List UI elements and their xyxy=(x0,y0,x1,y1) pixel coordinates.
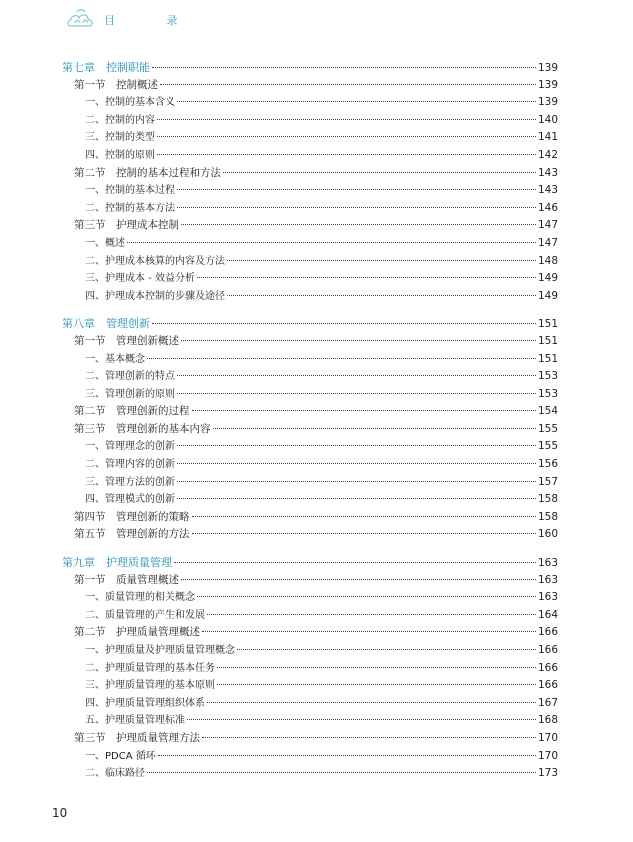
chapter-block xyxy=(62,59,558,305)
item-entry-page: 173 xyxy=(537,767,558,780)
item-entry-label: 二、临床路径 xyxy=(85,768,145,780)
page-number: 10 xyxy=(52,806,68,820)
section-entry[interactable] xyxy=(62,217,558,235)
item-entry-label: 一、管理理念的创新 xyxy=(85,441,175,453)
dot-leader xyxy=(177,207,536,208)
item-entry-page: 148 xyxy=(537,254,558,267)
item-entry-page: 146 xyxy=(537,201,558,214)
dot-leader xyxy=(177,445,536,446)
item-entry-label: 一、基本概念 xyxy=(85,353,145,365)
section-entry[interactable] xyxy=(62,333,558,351)
section-entry-label: 第一节 控制概述 xyxy=(74,78,158,91)
item-entry[interactable] xyxy=(62,94,558,112)
dot-leader xyxy=(177,463,536,464)
dot-leader xyxy=(127,242,536,243)
item-entry[interactable] xyxy=(62,677,558,695)
item-entry-label: 四、护理成本控制的步骤及途径 xyxy=(85,290,225,302)
item-entry[interactable] xyxy=(62,200,558,218)
item-entry-page: 141 xyxy=(537,131,558,144)
section-entry[interactable] xyxy=(62,509,558,527)
item-entry[interactable] xyxy=(62,589,558,607)
section-entry-label: 第二节 管理创新的过程 xyxy=(74,405,190,418)
section-entry[interactable] xyxy=(62,526,558,544)
item-entry[interactable] xyxy=(62,695,558,713)
section-entry-label: 第一节 质量管理概述 xyxy=(74,573,179,586)
dot-leader xyxy=(177,481,536,482)
chapter-entry[interactable] xyxy=(62,59,558,77)
chapter-entry-page: 139 xyxy=(537,62,558,74)
item-entry-label: 二、护理质量管理的基本任务 xyxy=(85,662,215,674)
item-entry[interactable] xyxy=(62,235,558,253)
dot-leader xyxy=(197,277,536,278)
dot-leader xyxy=(181,224,536,225)
item-entry[interactable] xyxy=(62,712,558,730)
item-entry-label: 四、控制的原则 xyxy=(85,149,155,161)
item-entry[interactable] xyxy=(62,607,558,625)
dot-leader xyxy=(177,101,536,102)
item-entry-label: 二、控制的基本方法 xyxy=(85,202,175,214)
item-entry-page: 139 xyxy=(537,96,558,109)
item-entry-label: 一、PDCA 循环 xyxy=(85,750,156,762)
section-entry-label: 第二节 控制的基本过程和方法 xyxy=(74,166,221,179)
item-entry-label: 二、护理成本核算的内容及方法 xyxy=(85,255,225,267)
section-entry[interactable] xyxy=(62,572,558,590)
item-entry-page: 157 xyxy=(537,475,558,488)
item-entry-page: 170 xyxy=(537,749,558,762)
dot-leader xyxy=(187,719,536,720)
dot-leader xyxy=(192,410,536,411)
item-entry[interactable] xyxy=(62,765,558,783)
section-entry[interactable] xyxy=(62,403,558,421)
chapter-entry-page: 163 xyxy=(537,557,558,570)
item-entry-page: 167 xyxy=(537,696,558,709)
item-entry-page: 153 xyxy=(537,387,558,400)
chapter-entry-label: 第九章 护理质量管理 xyxy=(62,556,172,570)
item-entry-label: 四、管理模式的创新 xyxy=(85,494,175,506)
item-entry[interactable] xyxy=(62,456,558,474)
item-entry[interactable] xyxy=(62,491,558,509)
dot-leader xyxy=(192,533,536,534)
item-entry-page: 155 xyxy=(537,440,558,453)
item-entry-page: 151 xyxy=(537,352,558,365)
item-entry-label: 二、质量管理的产生和发展 xyxy=(85,609,205,621)
item-entry-page: 164 xyxy=(537,608,558,621)
section-entry[interactable] xyxy=(62,421,558,439)
section-entry-label: 第三节 护理成本控制 xyxy=(74,219,179,232)
dot-leader xyxy=(174,562,536,563)
page-title: 目 录 xyxy=(104,14,202,27)
item-entry-label: 三、护理成本 - 效益分析 xyxy=(85,273,195,285)
table-of-contents xyxy=(62,59,558,793)
chapter-entry-label: 第七章 控制职能 xyxy=(62,61,150,74)
section-entry[interactable] xyxy=(62,730,558,748)
item-entry-label: 三、护理质量管理的基本原则 xyxy=(85,680,215,692)
item-entry[interactable] xyxy=(62,129,558,147)
item-entry[interactable] xyxy=(62,182,558,200)
dot-leader xyxy=(181,340,536,341)
dot-leader xyxy=(158,755,536,756)
item-entry-label: 二、管理创新的特点 xyxy=(85,371,175,383)
section-entry[interactable] xyxy=(62,624,558,642)
dot-leader xyxy=(177,375,536,376)
item-entry[interactable] xyxy=(62,438,558,456)
section-entry-page: 155 xyxy=(537,422,558,435)
section-entry-label: 第三节 管理创新的基本内容 xyxy=(74,422,211,435)
dot-leader xyxy=(152,67,536,68)
item-entry-label: 三、管理方法的创新 xyxy=(85,476,175,488)
dot-leader xyxy=(217,684,536,685)
section-entry-label: 第四节 管理创新的策略 xyxy=(74,510,190,523)
item-entry-label: 五、护理质量管理标准 xyxy=(85,715,185,727)
section-entry-page: 160 xyxy=(537,528,558,541)
item-entry-page: 166 xyxy=(537,644,558,656)
item-entry[interactable] xyxy=(62,474,558,492)
section-entry[interactable] xyxy=(62,165,558,183)
dot-leader xyxy=(177,393,536,394)
item-entry[interactable] xyxy=(62,147,558,165)
section-entry-page: 151 xyxy=(537,334,558,347)
item-entry-page: 163 xyxy=(537,591,558,604)
item-entry[interactable] xyxy=(62,642,558,660)
dot-leader xyxy=(227,260,536,261)
dot-leader xyxy=(207,614,536,615)
item-entry-label: 二、控制的内容 xyxy=(85,114,155,126)
section-entry[interactable] xyxy=(62,77,558,95)
item-entry[interactable] xyxy=(62,386,558,404)
item-entry-label: 一、质量管理的相关概念 xyxy=(85,592,195,604)
dot-leader xyxy=(197,596,536,597)
item-entry-page: 147 xyxy=(537,236,558,249)
item-entry[interactable] xyxy=(62,748,558,766)
item-entry[interactable] xyxy=(62,112,558,130)
chapter-entry-label: 第八章 管理创新 xyxy=(62,317,150,331)
dot-leader xyxy=(213,428,536,429)
dot-leader xyxy=(147,358,536,359)
chapter-block xyxy=(62,315,558,544)
dot-leader xyxy=(147,772,536,773)
dot-leader xyxy=(177,189,536,190)
dot-leader xyxy=(157,119,536,120)
item-entry-page: 142 xyxy=(537,148,558,161)
item-entry-label: 三、管理创新的原则 xyxy=(85,388,175,400)
chapter-block xyxy=(62,554,558,783)
dot-leader xyxy=(227,295,536,296)
item-entry-page: 158 xyxy=(537,493,558,506)
section-entry-label: 第一节 管理创新概述 xyxy=(74,334,179,347)
section-entry-page: 166 xyxy=(537,626,558,639)
item-entry[interactable] xyxy=(62,351,558,369)
item-entry[interactable] xyxy=(62,288,558,306)
item-entry-label: 四、护理质量管理组织体系 xyxy=(85,697,205,709)
dot-leader xyxy=(217,667,536,668)
chapter-entry-page: 151 xyxy=(537,318,558,331)
dot-leader xyxy=(207,702,536,703)
section-entry-label: 第三节 护理质量管理方法 xyxy=(74,731,200,744)
section-entry-page: 158 xyxy=(537,510,558,523)
item-entry-page: 153 xyxy=(537,370,558,383)
dot-leader xyxy=(192,516,536,517)
item-entry-label: 一、护理质量及护理质量管理概念 xyxy=(85,645,235,656)
item-entry[interactable] xyxy=(62,660,558,678)
item-entry-page: 168 xyxy=(537,714,558,727)
dot-leader xyxy=(237,649,536,650)
section-entry-label: 第五节 管理创新的方法 xyxy=(74,528,190,541)
dot-leader xyxy=(223,172,536,173)
dot-leader xyxy=(177,498,536,499)
item-entry-label: 一、概述 xyxy=(85,237,125,249)
item-entry-page: 149 xyxy=(537,272,558,285)
dot-leader xyxy=(160,84,536,85)
item-entry-page: 156 xyxy=(537,458,558,471)
item-entry-label: 二、管理内容的创新 xyxy=(85,459,175,471)
section-entry-page: 139 xyxy=(537,78,558,91)
item-entry-page: 166 xyxy=(537,679,558,692)
chapter-entry[interactable] xyxy=(62,554,558,572)
chapter-entry[interactable] xyxy=(62,315,558,333)
section-entry-label: 第二节 护理质量管理概述 xyxy=(74,626,200,639)
section-entry-page: 163 xyxy=(537,573,558,586)
item-entry-label: 一、控制的基本过程 xyxy=(85,185,175,197)
dot-leader xyxy=(181,579,536,580)
section-entry-page: 154 xyxy=(537,405,558,418)
cloud-ornament-icon xyxy=(66,6,100,32)
item-entry-page: 149 xyxy=(537,289,558,302)
dot-leader xyxy=(157,136,536,137)
item-entry-page: 166 xyxy=(537,661,558,674)
dot-leader xyxy=(157,154,536,155)
dot-leader xyxy=(202,737,536,738)
section-entry-page: 147 xyxy=(537,219,558,232)
section-entry-page: 170 xyxy=(537,731,558,744)
item-entry-label: 三、控制的类型 xyxy=(85,132,155,144)
page-header xyxy=(66,6,202,36)
item-entry[interactable] xyxy=(62,270,558,288)
dot-leader xyxy=(202,631,536,632)
dot-leader xyxy=(152,323,536,324)
item-entry-page: 140 xyxy=(537,113,558,126)
item-entry[interactable] xyxy=(62,368,558,386)
item-entry[interactable] xyxy=(62,253,558,271)
item-entry-label: 一、控制的基本含义 xyxy=(85,97,175,109)
item-entry-page: 143 xyxy=(537,184,558,197)
section-entry-page: 143 xyxy=(537,166,558,179)
